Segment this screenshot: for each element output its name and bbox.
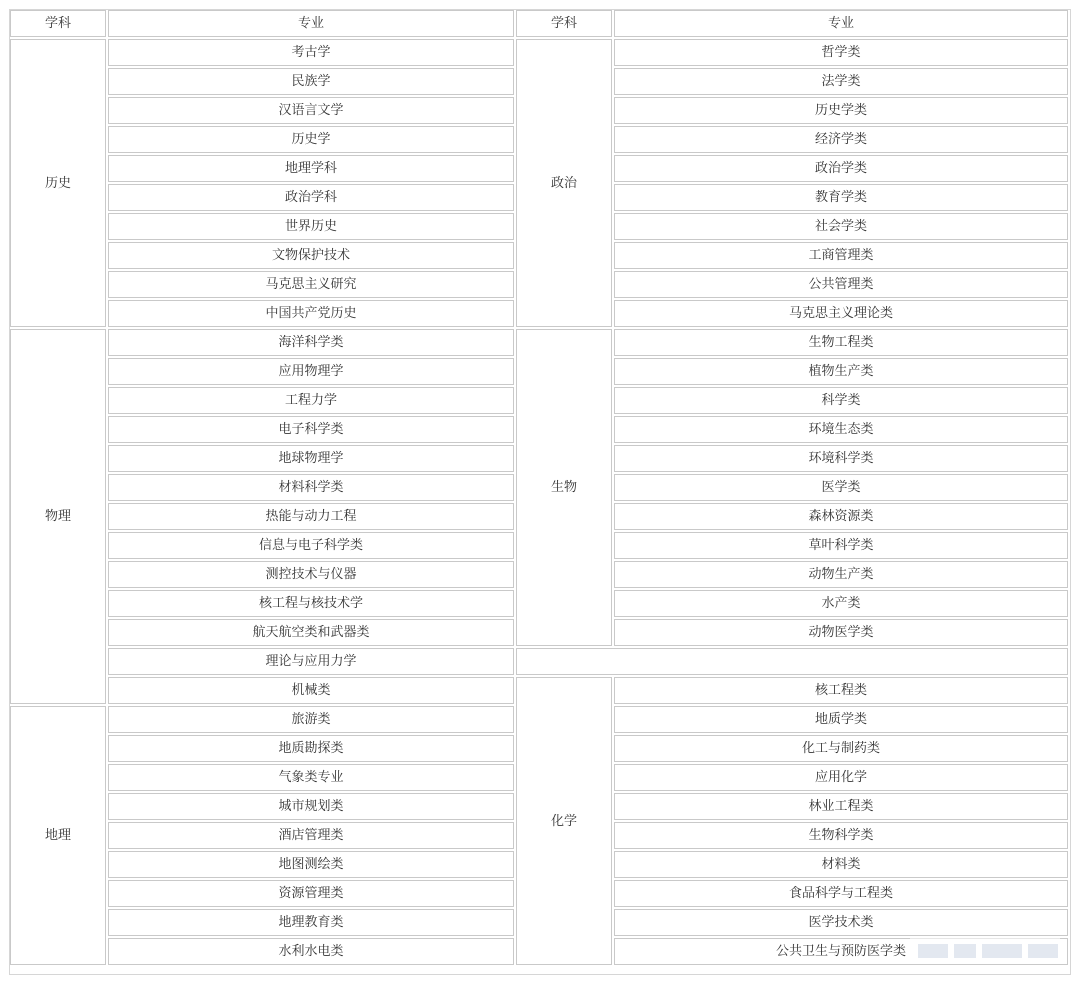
- major-cell: 资源管理类: [108, 880, 514, 907]
- major-cell: 环境生态类: [614, 416, 1068, 443]
- subject-major-table: [10, 10, 1070, 965]
- major-cell: 航天航空类和武器类: [108, 619, 514, 646]
- major-cell: 草叶科学类: [614, 532, 1068, 559]
- major-cell: 材料类: [614, 851, 1068, 878]
- header-subject-right: 学科: [516, 10, 612, 37]
- major-cell: 地球物理学: [108, 445, 514, 472]
- major-cell: 中国共产党历史: [108, 300, 514, 327]
- major-cell: 政治学类: [614, 155, 1068, 182]
- major-cell: 医学技术类: [614, 909, 1068, 936]
- major-cell: 理论与应用力学: [108, 648, 514, 675]
- major-cell: 公共卫生与预防医学类: [614, 938, 1068, 965]
- subject-cell: 化学: [516, 677, 612, 965]
- major-cell: 文物保护技术: [108, 242, 514, 269]
- major-cell: 气象类专业: [108, 764, 514, 791]
- major-cell: 地图测绘类: [108, 851, 514, 878]
- major-cell: 水利水电类: [108, 938, 514, 965]
- major-cell: 历史学: [108, 126, 514, 153]
- subject-cell: 政治: [516, 39, 612, 327]
- major-cell: 动物医学类: [614, 619, 1068, 646]
- major-cell: 世界历史: [108, 213, 514, 240]
- major-cell: 地理学科: [108, 155, 514, 182]
- major-cell: 信息与电子科学类: [108, 532, 514, 559]
- major-cell: 马克思主义理论类: [614, 300, 1068, 327]
- major-cell: 林业工程类: [614, 793, 1068, 820]
- major-cell: 公共管理类: [614, 271, 1068, 298]
- major-cell: 水产类: [614, 590, 1068, 617]
- subject-cell: 物理: [10, 329, 106, 704]
- major-cell: 热能与动力工程: [108, 503, 514, 530]
- major-cell: 科学类: [614, 387, 1068, 414]
- major-cell: 民族学: [108, 68, 514, 95]
- major-cell: 马克思主义研究: [108, 271, 514, 298]
- major-cell: 测控技术与仪器: [108, 561, 514, 588]
- major-cell: 核工程与核技术学: [108, 590, 514, 617]
- empty-row: [516, 648, 1068, 675]
- major-cell: 汉语言文学: [108, 97, 514, 124]
- header-major-right: 专业: [614, 10, 1068, 37]
- major-cell: 法学类: [614, 68, 1068, 95]
- major-cell: 政治学科: [108, 184, 514, 211]
- major-cell: 机械类: [108, 677, 514, 704]
- major-cell: 植物生产类: [614, 358, 1068, 385]
- major-cell: 应用物理学: [108, 358, 514, 385]
- major-cell: 旅游类: [108, 706, 514, 733]
- major-cell: 工程力学: [108, 387, 514, 414]
- major-cell: 工商管理类: [614, 242, 1068, 269]
- major-cell: 医学类: [614, 474, 1068, 501]
- header-major-left: 专业: [108, 10, 514, 37]
- major-cell: 地理教育类: [108, 909, 514, 936]
- major-cell: 地质勘探类: [108, 735, 514, 762]
- major-cell: 材料科学类: [108, 474, 514, 501]
- major-cell: 化工与制药类: [614, 735, 1068, 762]
- major-cell: 核工程类: [614, 677, 1068, 704]
- major-cell: 教育学类: [614, 184, 1068, 211]
- major-cell: 环境科学类: [614, 445, 1068, 472]
- major-cell: 食品科学与工程类: [614, 880, 1068, 907]
- major-cell: 酒店管理类: [108, 822, 514, 849]
- major-cell: 经济学类: [614, 126, 1068, 153]
- major-cell: 生物科学类: [614, 822, 1068, 849]
- major-cell: 电子科学类: [108, 416, 514, 443]
- subject-cell: 地理: [10, 706, 106, 965]
- subject-cell: 生物: [516, 329, 612, 646]
- header-subject-left: 学科: [10, 10, 106, 37]
- subject-cell: 历史: [10, 39, 106, 327]
- major-cell: 城市规划类: [108, 793, 514, 820]
- major-cell: 地质学类: [614, 706, 1068, 733]
- major-cell: 海洋科学类: [108, 329, 514, 356]
- major-cell: 动物生产类: [614, 561, 1068, 588]
- major-cell: 考古学: [108, 39, 514, 66]
- major-cell: 哲学类: [614, 39, 1068, 66]
- major-cell: 森林资源类: [614, 503, 1068, 530]
- major-cell: 应用化学: [614, 764, 1068, 791]
- major-cell: 历史学类: [614, 97, 1068, 124]
- major-cell: 社会学类: [614, 213, 1068, 240]
- major-cell: 生物工程类: [614, 329, 1068, 356]
